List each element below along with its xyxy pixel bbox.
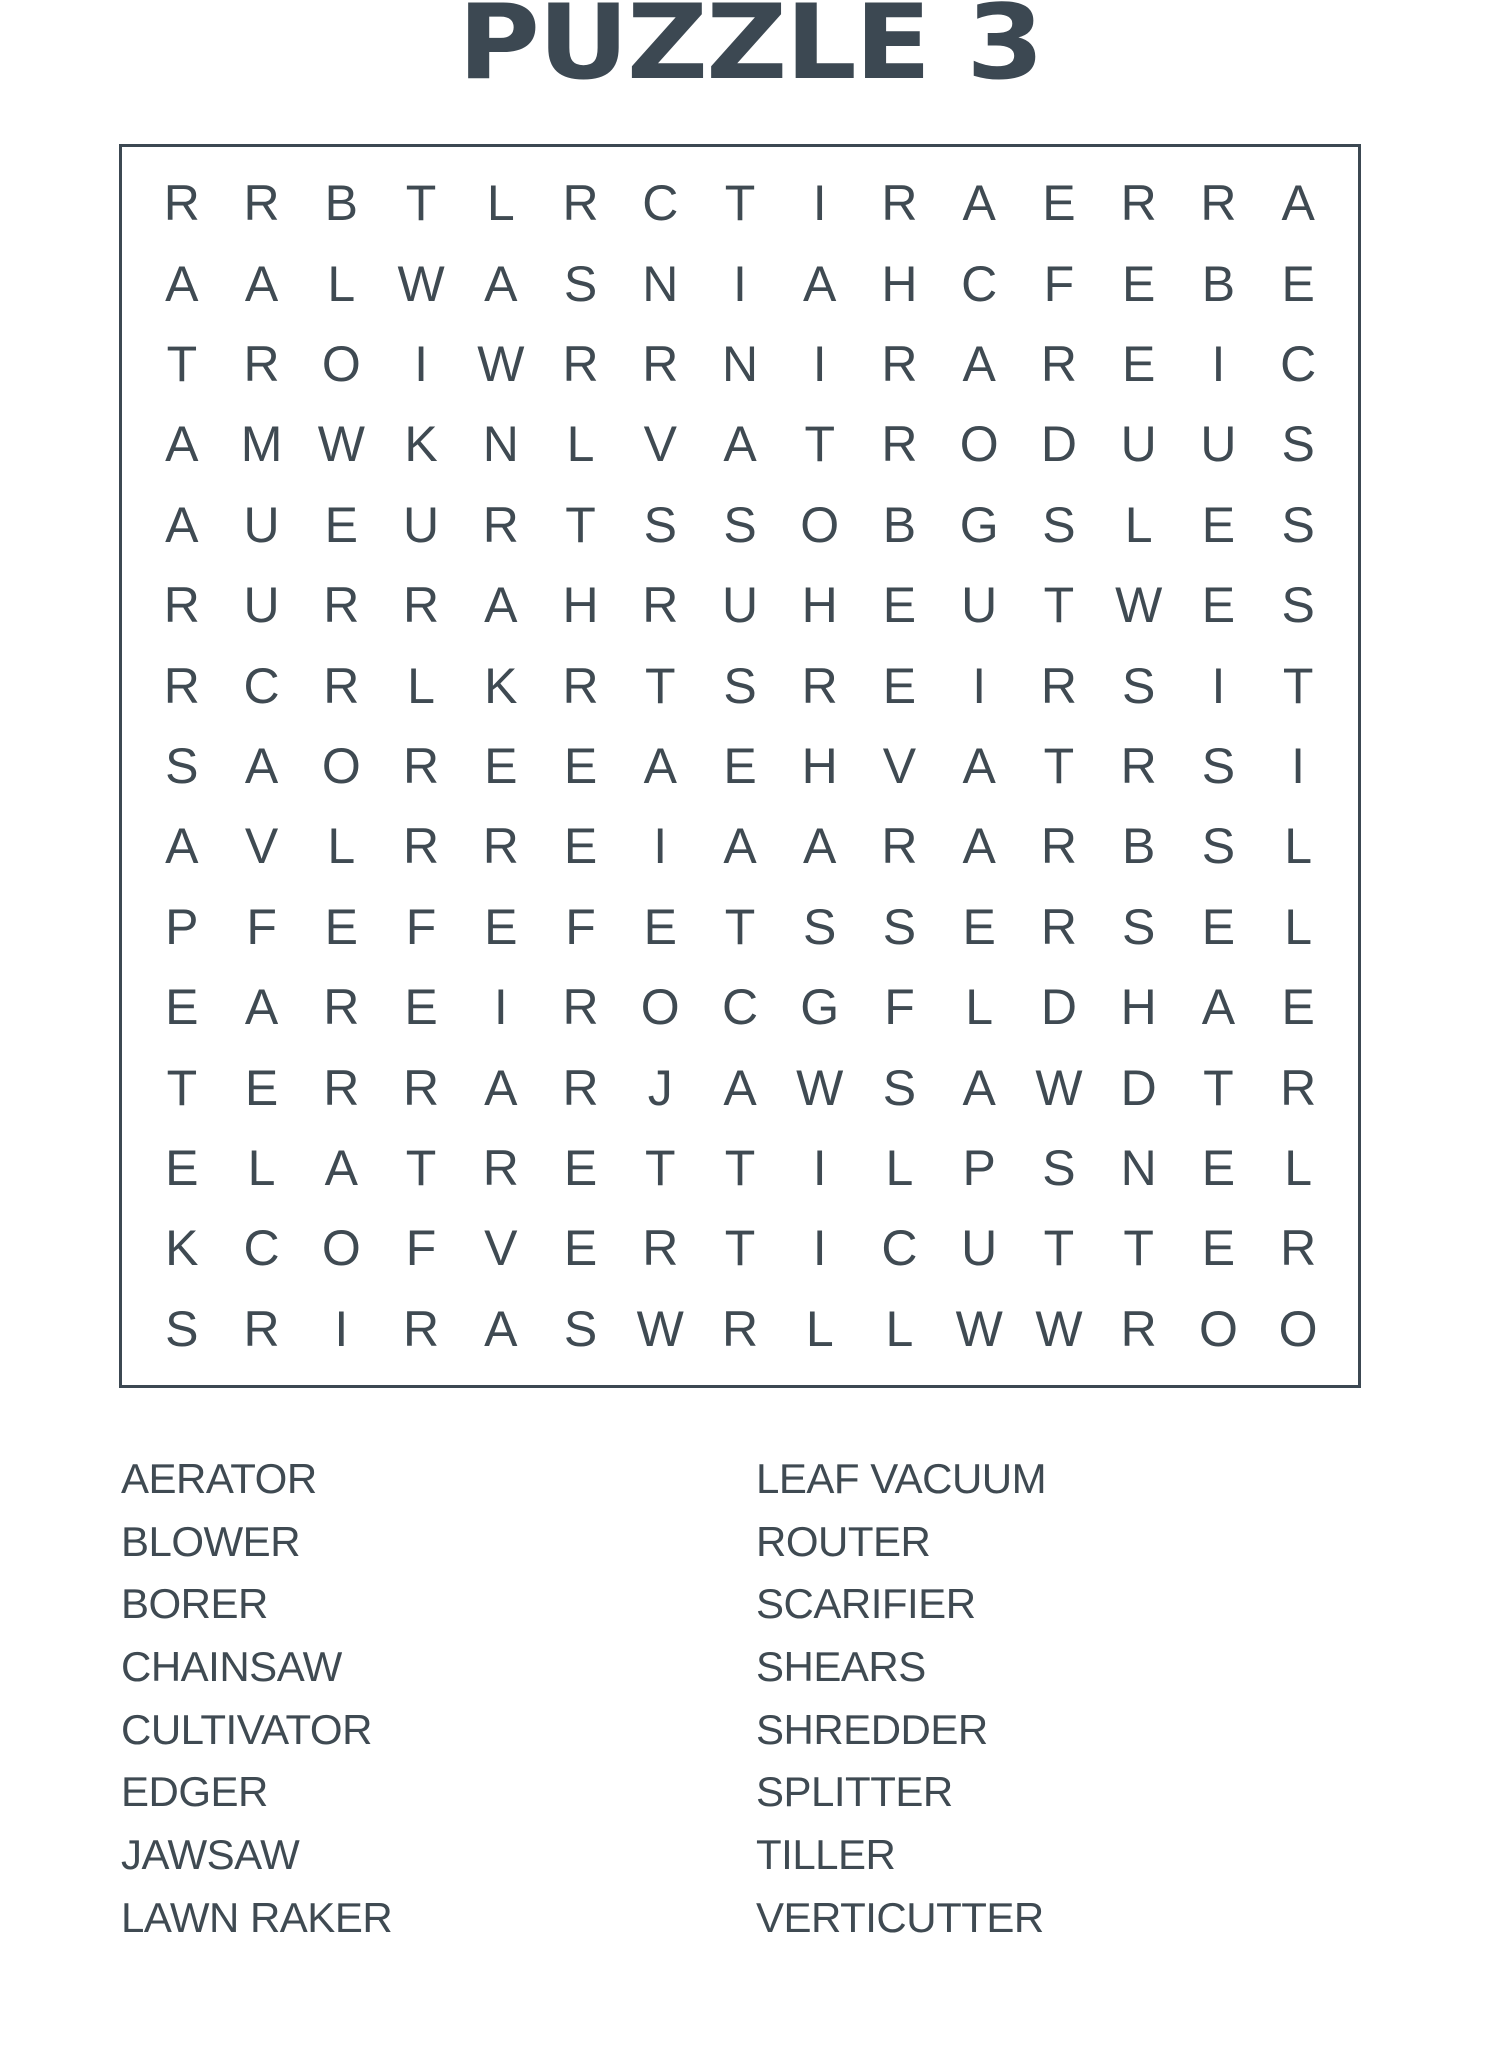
grid-letter[interactable]: A [165,416,199,473]
grid-letter[interactable]: L [327,255,356,312]
grid-letter[interactable]: E [484,737,518,794]
grid-letter[interactable]: U [1200,416,1237,473]
grid-letter[interactable]: L [327,818,356,875]
grid-letter[interactable]: S [165,737,199,794]
grid-letter[interactable]: A [484,1300,518,1357]
grid-letter[interactable]: P [962,1139,996,1196]
grid-letter[interactable]: A [244,255,279,312]
word-list-item: CHAINSAW [121,1643,342,1691]
grid-letter[interactable]: I [812,175,827,232]
grid-letter[interactable]: S [1042,1139,1076,1196]
grid-letter[interactable]: R [403,577,440,634]
grid-letter[interactable]: E [324,898,358,955]
grid-letter[interactable]: N [721,335,759,392]
grid-letter[interactable]: M [240,416,283,473]
grid-letter[interactable]: N [482,416,519,473]
grid-letter[interactable]: V [643,416,677,473]
grid-letter[interactable]: T [565,496,596,553]
grid-letter[interactable]: E [165,1139,199,1196]
grid-letter[interactable]: F [884,979,915,1036]
grid-letter[interactable]: S [563,255,598,312]
grid-letter[interactable]: R [323,657,360,714]
grid-letter[interactable]: L [885,1139,914,1196]
grid-letter[interactable]: E [1201,1220,1236,1277]
grid-letter[interactable]: C [243,657,280,714]
grid-letter[interactable]: S [1201,737,1236,794]
grid-letter[interactable]: E [563,1139,598,1196]
grid-letter[interactable]: S [1121,898,1156,955]
grid-letter[interactable]: T [405,175,437,232]
grid-letter[interactable]: A [484,577,518,634]
word-list-item: ROUTER [756,1517,931,1565]
grid-letter[interactable]: E [563,737,598,794]
grid-letter[interactable]: I [653,818,668,875]
grid-letter[interactable]: A [244,979,279,1036]
grid-letter[interactable]: R [562,335,599,392]
grid-letter[interactable]: H [881,255,918,312]
grid-letter[interactable]: R [562,175,599,232]
grid-letter[interactable]: E [1281,255,1315,312]
grid-letter[interactable]: I [812,1220,827,1277]
grid-letter[interactable]: C [1280,335,1317,392]
grid-letter[interactable]: A [723,818,757,875]
grid-letter[interactable]: R [323,577,360,634]
grid-letter[interactable]: R [881,175,918,232]
grid-letter[interactable]: T [724,1220,756,1277]
grid-letter[interactable]: K [404,416,438,473]
grid-letter[interactable]: L [407,657,435,714]
grid-letter[interactable]: A [962,335,996,392]
word-list-item: TILLER [756,1831,896,1879]
word-list-item: VERTICUTTER [756,1893,1044,1941]
grid-letter[interactable]: B [1121,818,1156,875]
grid-letter[interactable]: R [403,818,440,875]
grid-letter[interactable]: R [403,737,440,794]
grid-letter[interactable]: H [1120,979,1157,1036]
grid-letter[interactable]: A [803,255,837,312]
grid-letter[interactable]: R [721,1300,759,1357]
grid-letter[interactable]: L [805,1300,834,1357]
grid-letter[interactable]: U [243,496,280,553]
grid-letter[interactable]: R [642,577,679,634]
grid-letter[interactable]: U [961,577,998,634]
grid-letter[interactable]: R [1040,818,1077,875]
grid-letter[interactable]: T [724,898,756,955]
grid-letter[interactable]: W [1035,1300,1083,1357]
grid-letter[interactable]: N [642,255,679,312]
grid-letter[interactable]: U [721,577,759,634]
grid-letter[interactable]: W [955,1300,1003,1357]
grid-letter[interactable]: S [723,496,757,553]
word-list-item: SCARIFIER [756,1580,976,1628]
grid-letter[interactable]: W [796,1059,844,1116]
grid-letter[interactable]: E [165,979,199,1036]
grid-letter[interactable]: R [482,496,519,553]
grid-letter[interactable]: D [1040,979,1077,1036]
grid-letter[interactable]: S [1042,496,1076,553]
grid-letter[interactable]: O [800,496,840,553]
grid-letter[interactable]: R [562,657,599,714]
grid-letter[interactable]: A [244,737,279,794]
grid-letter[interactable]: B [882,496,917,553]
grid-letter[interactable]: O [321,335,361,392]
grid-letter[interactable]: T [644,1139,676,1196]
grid-letter[interactable]: A [723,1059,757,1116]
grid-letter[interactable]: C [881,1220,918,1277]
grid-letter[interactable]: E [962,898,996,955]
grid-letter[interactable]: E [882,657,917,714]
grid-letter[interactable]: E [1201,496,1236,553]
grid-letter[interactable]: E [1281,979,1315,1036]
grid-letter[interactable]: R [243,335,280,392]
grid-letter[interactable]: F [405,898,437,955]
grid-letter[interactable]: S [803,898,837,955]
grid-letter[interactable]: S [1201,818,1236,875]
grid-letter[interactable]: I [1211,335,1226,392]
grid-letter[interactable]: R [163,175,200,232]
grid-letter[interactable]: R [642,335,679,392]
grid-letter[interactable]: R [881,335,918,392]
grid-letter[interactable]: W [1035,1059,1083,1116]
grid-letter[interactable]: J [647,1059,673,1116]
grid-letter[interactable]: G [800,979,840,1036]
word-list-item: LEAF VACUUM [756,1455,1047,1502]
grid-letter[interactable]: T [1282,657,1314,714]
grid-letter[interactable]: S [165,1300,199,1357]
grid-letter[interactable]: E [1201,898,1236,955]
grid-letter[interactable]: L [965,979,994,1036]
grid-letter[interactable]: A [484,255,518,312]
grid-letter[interactable]: R [323,979,360,1036]
grid-letter[interactable]: E [1042,175,1076,232]
grid-letter[interactable]: E [563,818,598,875]
grid-letter[interactable]: L [247,1139,276,1196]
grid-letter[interactable]: L [566,416,595,473]
grid-letter[interactable]: D [1040,416,1077,473]
grid-letter[interactable]: S [1281,577,1315,634]
grid-letter[interactable]: G [959,496,999,553]
grid-letter[interactable]: S [563,1300,598,1357]
grid-letter[interactable]: T [1043,1220,1075,1277]
grid-letter[interactable]: R [801,657,838,714]
grid-letter[interactable]: R [482,818,519,875]
grid-letter[interactable]: E [244,1059,279,1116]
grid-letter[interactable]: E [1201,1139,1236,1196]
grid-letter[interactable]: R [642,1220,679,1277]
grid-letter[interactable]: P [165,898,199,955]
grid-letter[interactable]: W [1115,577,1163,634]
grid-letter[interactable]: V [244,818,279,875]
grid-letter[interactable]: T [1123,1220,1154,1277]
grid-letter[interactable]: S [882,1059,917,1116]
grid-letter[interactable]: R [243,1300,280,1357]
word-list-item: BORER [121,1580,268,1628]
grid-letter[interactable]: T [405,1139,437,1196]
grid-letter[interactable]: U [1120,416,1157,473]
grid-letter[interactable]: R [1200,175,1237,232]
grid-letter[interactable]: A [324,1139,358,1196]
grid-letter[interactable]: R [243,175,280,232]
grid-letter[interactable]: R [163,577,200,634]
letter-grid [119,144,1361,1388]
grid-letter[interactable]: A [1201,979,1236,1036]
grid-letter[interactable]: T [166,1059,198,1116]
grid-letter[interactable]: A [484,1059,518,1116]
grid-letter[interactable]: A [962,1059,996,1116]
grid-letter[interactable]: O [1198,1300,1238,1357]
grid-letter[interactable]: I [972,657,987,714]
grid-letter[interactable]: E [723,737,757,794]
grid-letter[interactable]: E [1121,255,1156,312]
grid-letter[interactable]: T [724,175,756,232]
grid-letter[interactable]: I [1291,737,1306,794]
grid-letter[interactable]: A [165,818,199,875]
grid-letter[interactable]: S [723,657,757,714]
grid-letter[interactable]: L [486,175,515,232]
grid-letter[interactable]: U [403,496,440,553]
grid-letter[interactable]: S [1281,496,1315,553]
grid-letter[interactable]: S [643,496,677,553]
grid-letter[interactable]: R [403,1300,440,1357]
grid-letter[interactable]: A [165,496,199,553]
word-list-item: SHEARS [756,1643,926,1691]
grid-letter[interactable]: V [484,1220,518,1277]
grid-letter[interactable]: R [1120,175,1157,232]
grid-letter[interactable]: R [881,416,918,473]
grid-letter[interactable]: I [493,979,508,1036]
word-list-item: AERATOR [121,1455,317,1502]
grid-letter[interactable]: R [1040,335,1077,392]
grid-letter[interactable]: O [640,979,680,1036]
grid-letter[interactable]: H [801,577,838,634]
grid-letter[interactable]: S [1121,657,1156,714]
grid-letter[interactable]: N [1120,1139,1157,1196]
grid-letter[interactable]: L [1284,1139,1313,1196]
grid-letter[interactable]: R [1280,1059,1317,1116]
word-list-column-1 [121,1448,392,1950]
grid-letter[interactable]: A [723,416,757,473]
grid-letter[interactable]: R [403,1059,440,1116]
word-list-item: JAWSAW [121,1831,300,1879]
word-list-item: CULTIVATOR [121,1705,372,1753]
grid-letter[interactable]: V [882,737,917,794]
grid-letter[interactable]: S [1281,416,1315,473]
grid-letter[interactable]: R [1120,1300,1157,1357]
grid-letter[interactable]: R [163,657,200,714]
grid-letter[interactable]: K [165,1220,199,1277]
grid-letter[interactable]: C [243,1220,280,1277]
word-list-item: BLOWER [121,1517,301,1565]
grid-letter[interactable]: U [961,1220,998,1277]
grid-letter[interactable]: O [1278,1300,1318,1357]
grid-letter[interactable]: R [1280,1220,1317,1277]
grid-letter[interactable]: D [1120,1059,1157,1116]
grid-letter[interactable]: E [1121,335,1156,392]
word-list-item: SHREDDER [756,1705,988,1753]
grid-letter[interactable]: A [165,255,199,312]
word-list-item: EDGER [121,1768,268,1816]
grid-letter[interactable]: R [1040,657,1077,714]
grid-letter[interactable]: I [812,335,827,392]
grid-letter[interactable]: F [405,1220,437,1277]
grid-letter[interactable]: R [562,1059,599,1116]
grid-letter[interactable]: W [477,335,525,392]
grid-letter[interactable]: F [1043,255,1075,312]
grid-letter[interactable]: H [801,737,838,794]
grid-letter[interactable]: C [961,255,998,312]
grid-letter[interactable]: K [484,657,518,714]
grid-letter[interactable]: S [882,898,917,955]
grid-letter[interactable]: C [721,979,759,1036]
grid-letter[interactable]: A [962,737,996,794]
grid-letter[interactable]: T [644,657,676,714]
grid-letter[interactable]: E [404,979,438,1036]
grid-letter[interactable]: T [804,416,835,473]
grid-letter[interactable]: E [1201,577,1236,634]
grid-letter[interactable]: W [397,255,445,312]
grid-letter[interactable]: E [563,1220,598,1277]
grid-letter[interactable]: A [962,175,996,232]
grid-letter[interactable]: E [324,496,358,553]
grid-letter[interactable]: A [962,818,996,875]
grid-letter[interactable]: A [803,818,837,875]
grid-letter[interactable]: T [166,335,198,392]
grid-letter[interactable]: O [321,1220,361,1277]
grid-letter[interactable]: O [959,416,999,473]
grid-letter[interactable]: R [323,1059,360,1116]
grid-letter[interactable]: I [414,335,428,392]
grid-letter[interactable]: R [482,1139,519,1196]
grid-letter[interactable]: R [1040,898,1077,955]
grid-letter[interactable]: T [724,1139,756,1196]
grid-letter[interactable]: W [636,1300,684,1357]
grid-letter[interactable]: I [733,255,747,312]
grid-letter[interactable]: I [1211,657,1226,714]
grid-letter[interactable]: I [812,1139,827,1196]
grid-letter[interactable]: E [882,577,917,634]
grid-letter[interactable]: F [246,898,277,955]
word-list-item: LAWN RAKER [121,1893,393,1941]
grid-letter[interactable]: H [562,577,599,634]
puzzle-title: PUZZLE 3 [457,0,1043,103]
grid-letter[interactable]: I [334,1300,349,1357]
word-list-item: SPLITTER [756,1768,953,1816]
grid-letter[interactable]: R [881,818,918,875]
grid-letter[interactable]: O [321,737,361,794]
grid-letter[interactable]: L [1284,898,1313,955]
grid-letter[interactable]: R [562,979,599,1036]
grid-letter[interactable]: E [643,898,677,955]
grid-letter[interactable]: L [1284,818,1313,875]
grid-letter[interactable]: C [642,175,679,232]
grid-letter[interactable]: R [1120,737,1157,794]
grid-letter[interactable]: A [1281,175,1315,232]
grid-letter[interactable]: A [643,737,677,794]
grid-letter[interactable]: T [1043,577,1075,634]
grid-letter[interactable]: T [1203,1059,1234,1116]
grid-letter[interactable]: B [324,175,358,232]
word-list-column-2 [756,1448,1046,1950]
grid-letter[interactable]: T [1043,737,1075,794]
grid-letter[interactable]: B [1201,255,1236,312]
grid-letter[interactable]: L [885,1300,914,1357]
grid-letter[interactable]: F [565,898,596,955]
grid-letter[interactable]: L [1124,496,1153,553]
grid-letter[interactable]: E [484,898,518,955]
grid-letter[interactable]: U [243,577,280,634]
grid-letter[interactable]: W [317,416,365,473]
